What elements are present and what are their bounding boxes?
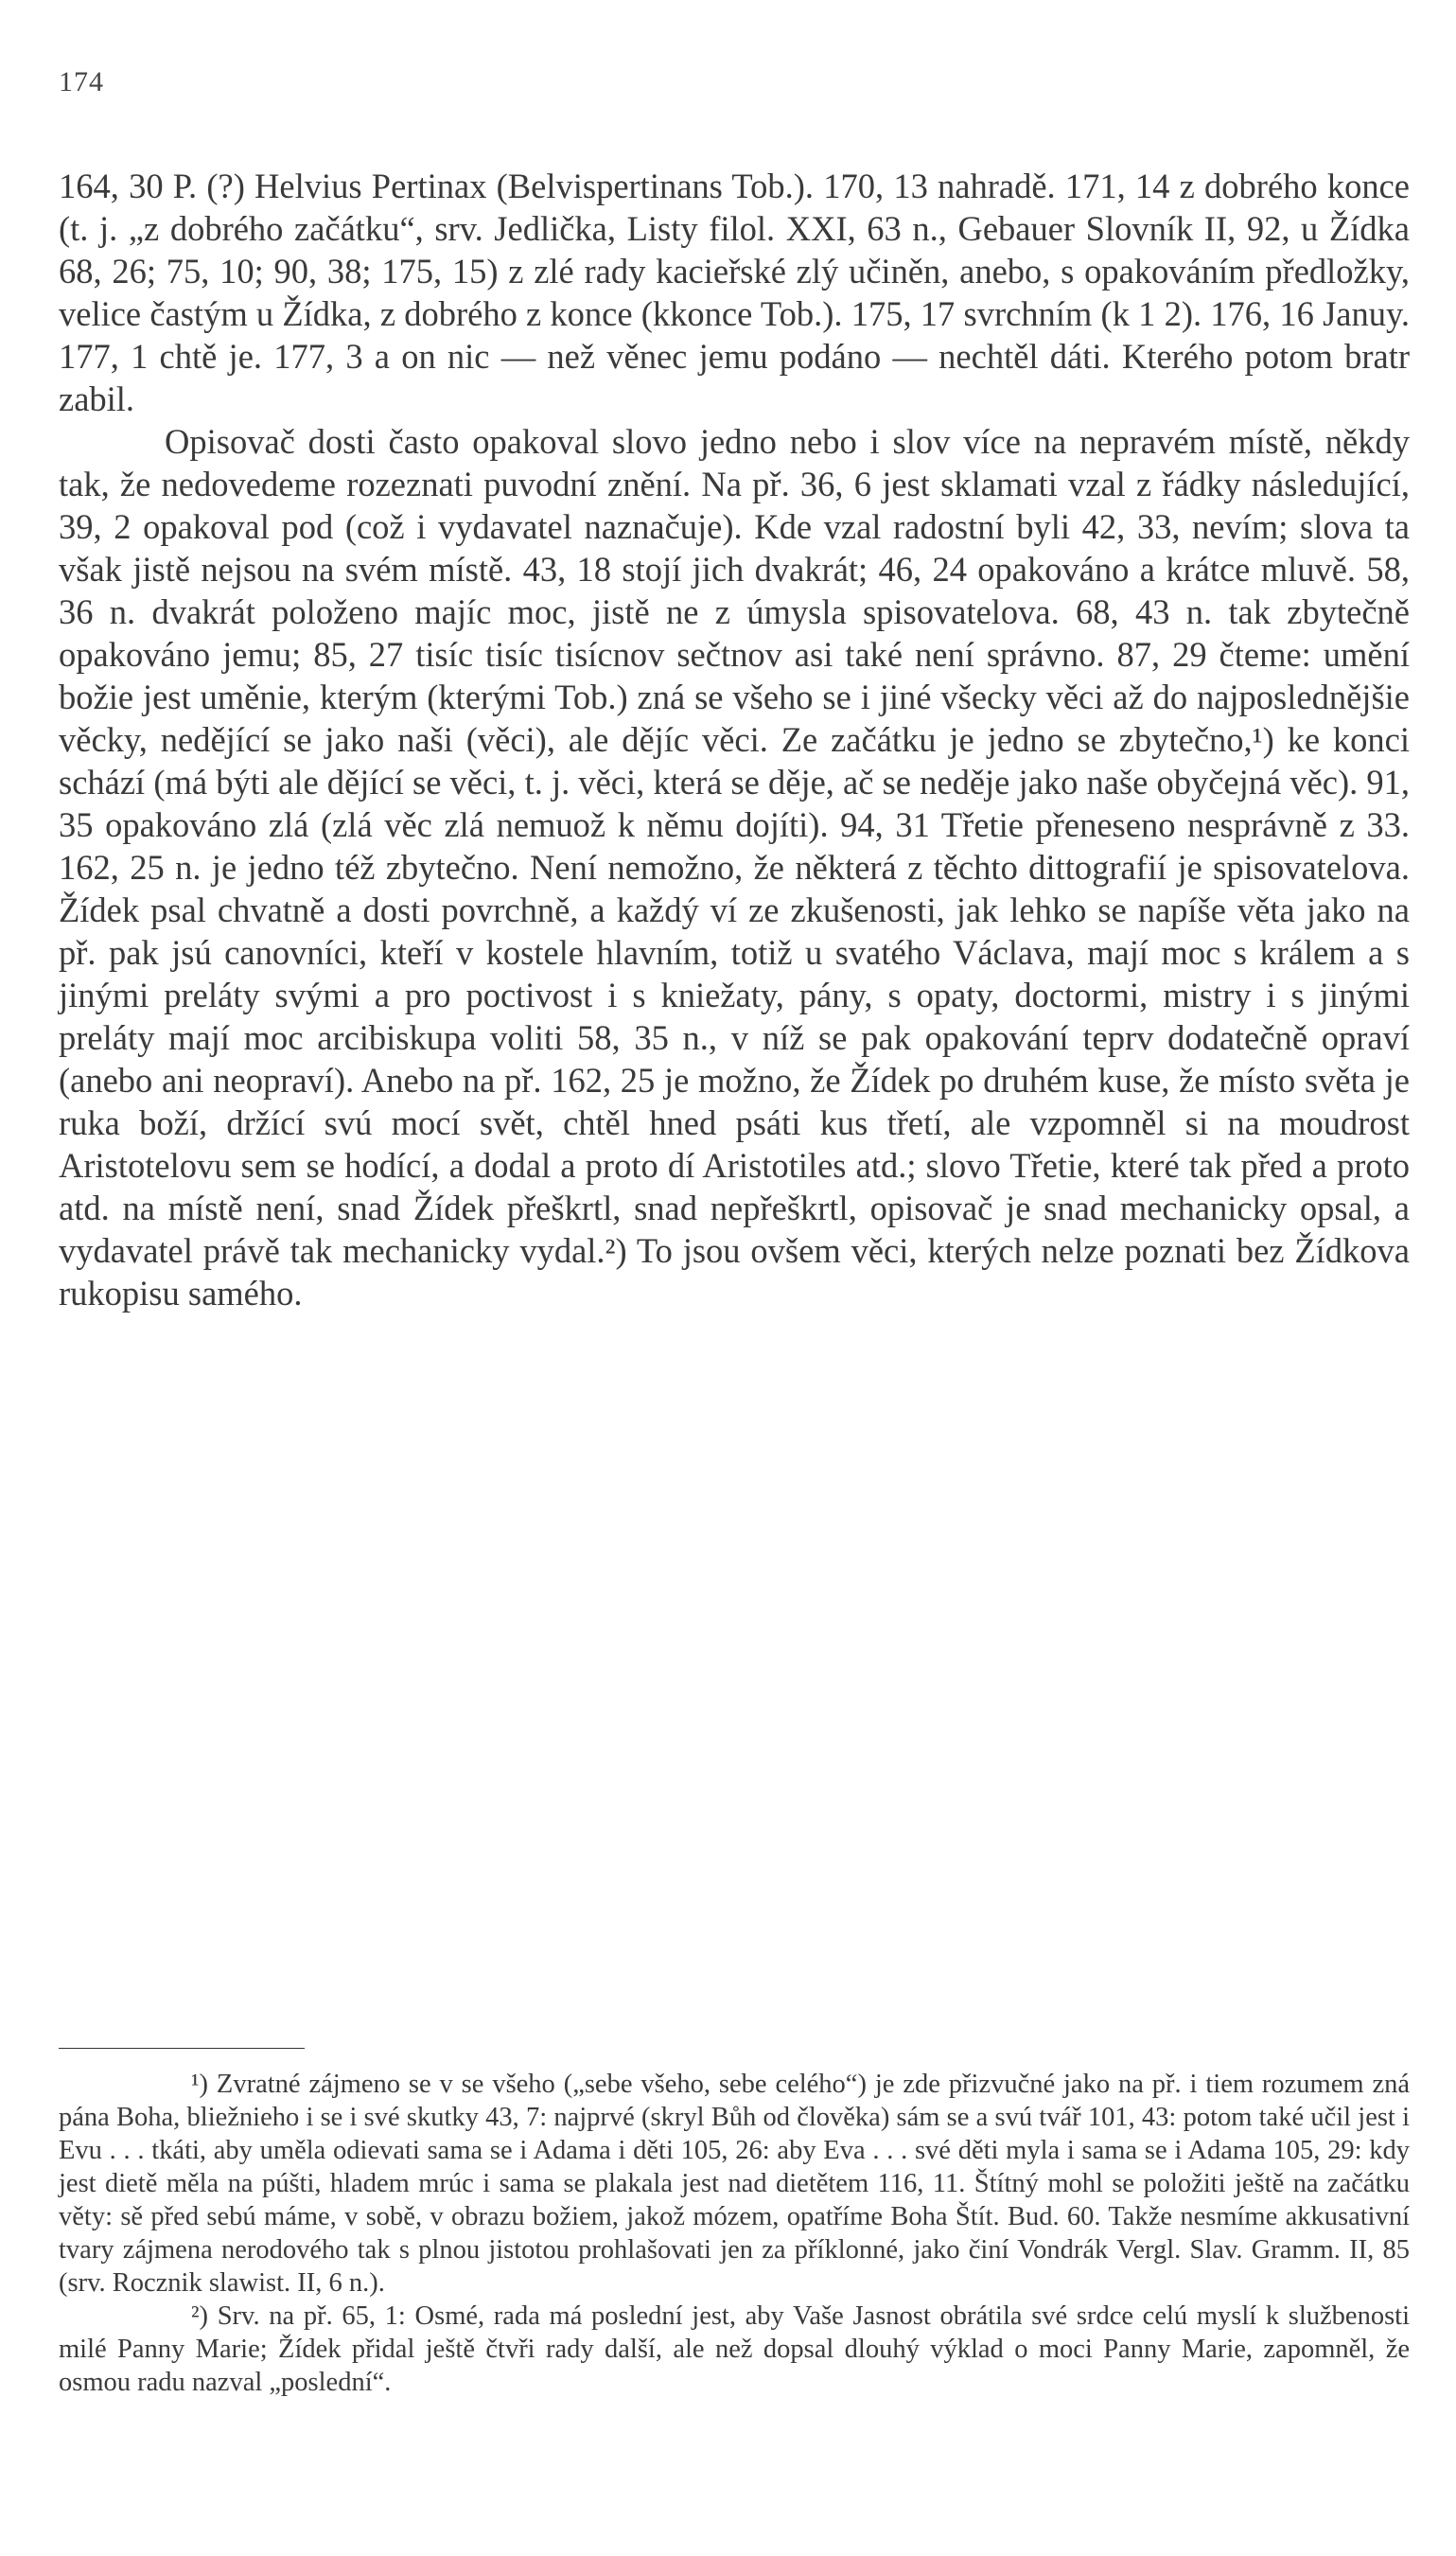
body-paragraph-1: 164, 30 P. (?) Helvius Pertinax (Belvispertinans Tob.). 170, 13 nahradě. 171, 14 z dobrého konce (t. j. „z dobrého začátku“, srv. Jedlička, Listy filol. XXI, 63 n., Gebauer Slovník II, 92, u Žídka 68, 26; 75, 10; 90, 38; 175, 15) z zlé rady kacieřské zlý učiněn, anebo, s opakováním předložky, velice častým u Žídka, z dobrého z konce (kkonce Tob.). 175, 17 svrchním (k 1 2). 176, 16 Januy. 177, 1 chtě je. 177, 3 a on nic — než věnec jemu podáno — nechtěl dáti. Kterého potom bratr zabil. (59, 167, 1410, 418)
footnote-2: ²) Srv. na př. 65, 1: Osmé, rada má poslední jest, aby Vaše Jasnost obrátila své srdce celú myslí k službenosti milé Panny Marie; Žídek přidal ještě čtvři rady další, ale než dopsal dlouhý výklad o moci Panny Marie, zapomněl, že osmou radu nazval „poslední“. (59, 2301, 1410, 2397)
page-number: 174 (59, 66, 104, 97)
main-text (59, 165, 1410, 2048)
footnotes-section (59, 2068, 1410, 2399)
body-paragraph-2: Opisovač dosti často opakoval slovo jedno nebo i slov více na nepravém místě, někdy tak, že nedovedeme rozeznati puvodní znění. Na př. 36, 6 jest sklamati vzal z řádky následující, 39, 2 opakoval pod (což i vydavatel naznačuje). Kde vzal radostní byli 42, 33, nevím; slova ta však jistě nejsou na svém místě. 43, 18 stojí jich dvakrát; 46, 24 opakováno a krátce mluvě. 58, 36 n. dvakrát položeno majíc moc, jistě ne z úmysla spisovatelova. 68, 43 n. tak zbytečně opakováno jemu; 85, 27 tisíc tisíc tisícnov sečtnov asi také není správno. 87, 29 čteme: umění božie jest uměnie, kterým (kterými Tob.) zná se všeho se i jiné všecky věci až do najposlednějšie věcky, nedějící se jako naši (věci), ale dějíc věci. Ze začátku je jedno se zbytečno,¹) ke konci schází (má býti ale dějící se věci, t. j. věci, která se děje, ač se neděje jako naše obyčejná věc). 91, 35 opakováno zlá (zlá věc zlá nemuož k němu dojíti). 94, 31 Třetie přeneseno nesprávně z 33. 162, 25 n. je jedno též zbytečno. Není nemožno, že některá z těchto dittografií je spisovatelova. Žídek psal chvatně a dosti povrchně, a každý ví ze zkušenosti, jak lehko se napíše věta jako na př. pak jsú canovníci, kteří v kostele hlavním, totiž u svatého Václava, mají moc s králem a s jinými preláty svými a pro poctivost i s kniežaty, pány, s opaty, doctormi, mistry i s jinými preláty mají moc arcibiskupa voliti 58, 35 n., v níž se pak opakování teprv dodatečně opraví (anebo ani neopraví). Anebo na př. 162, 25 je možno, že Žídek po druhém kuse, že místo světa je ruka boží, držící svú mocí svět, chtěl hned psáti kus třetí, ale vzpomněl si na moudrost Aristotelovu sem se hodící, a dodal a proto dí Aristotiles atd.; slovo Třetie, které tak před a proto atd. na místě není, snad Žídek přeškrtl, snad nepřeškrtl, opisovač je snad mechanicky opsal, a vydavatel právě tak mechanicky vydal.²) To jsou ovšem věci, kterých nelze poznati bez Žídkova rukopisu samého. (59, 422, 1410, 1313)
footnote-1: ¹) Zvratné zájmeno se v se všeho („sebe všeho, sebe celého“) je zde přizvučné jako na př. i tiem rozumem zná pána Boha, bliežnieho i se i své skutky 43, 7: najprvé (skryl Bůh od člověka) sám se a svú tvář 101, 43: potom také učil jest i Evu . . . tkáti, aby uměla odievati sama se i Adama i děti 105, 26: aby Eva . . . své děti myla i sama se i Adama 105, 29: kdy jest dietě měla na púšti, hladem mrúc i sama se plakala jest nad dietětem 116, 11. Štítný mohl se položiti ještě na začátku věty: sě před sebú máme, v sobě, v obrazu božiem, jakož mózem, opatříme Boha Štít. Bud. 60. Takže nesmíme akkusativní tvary zájmena nerodového tak s plnou jistotou prohlašovati jen za příklonné, jako činí Vondrák Vergl. Slav. Gramm. II, 85 (srv. Rocznik slawist. II, 6 n.). (59, 2070, 1410, 2298)
footnote-divider (59, 2048, 305, 2049)
book-page (59, 66, 1410, 2399)
